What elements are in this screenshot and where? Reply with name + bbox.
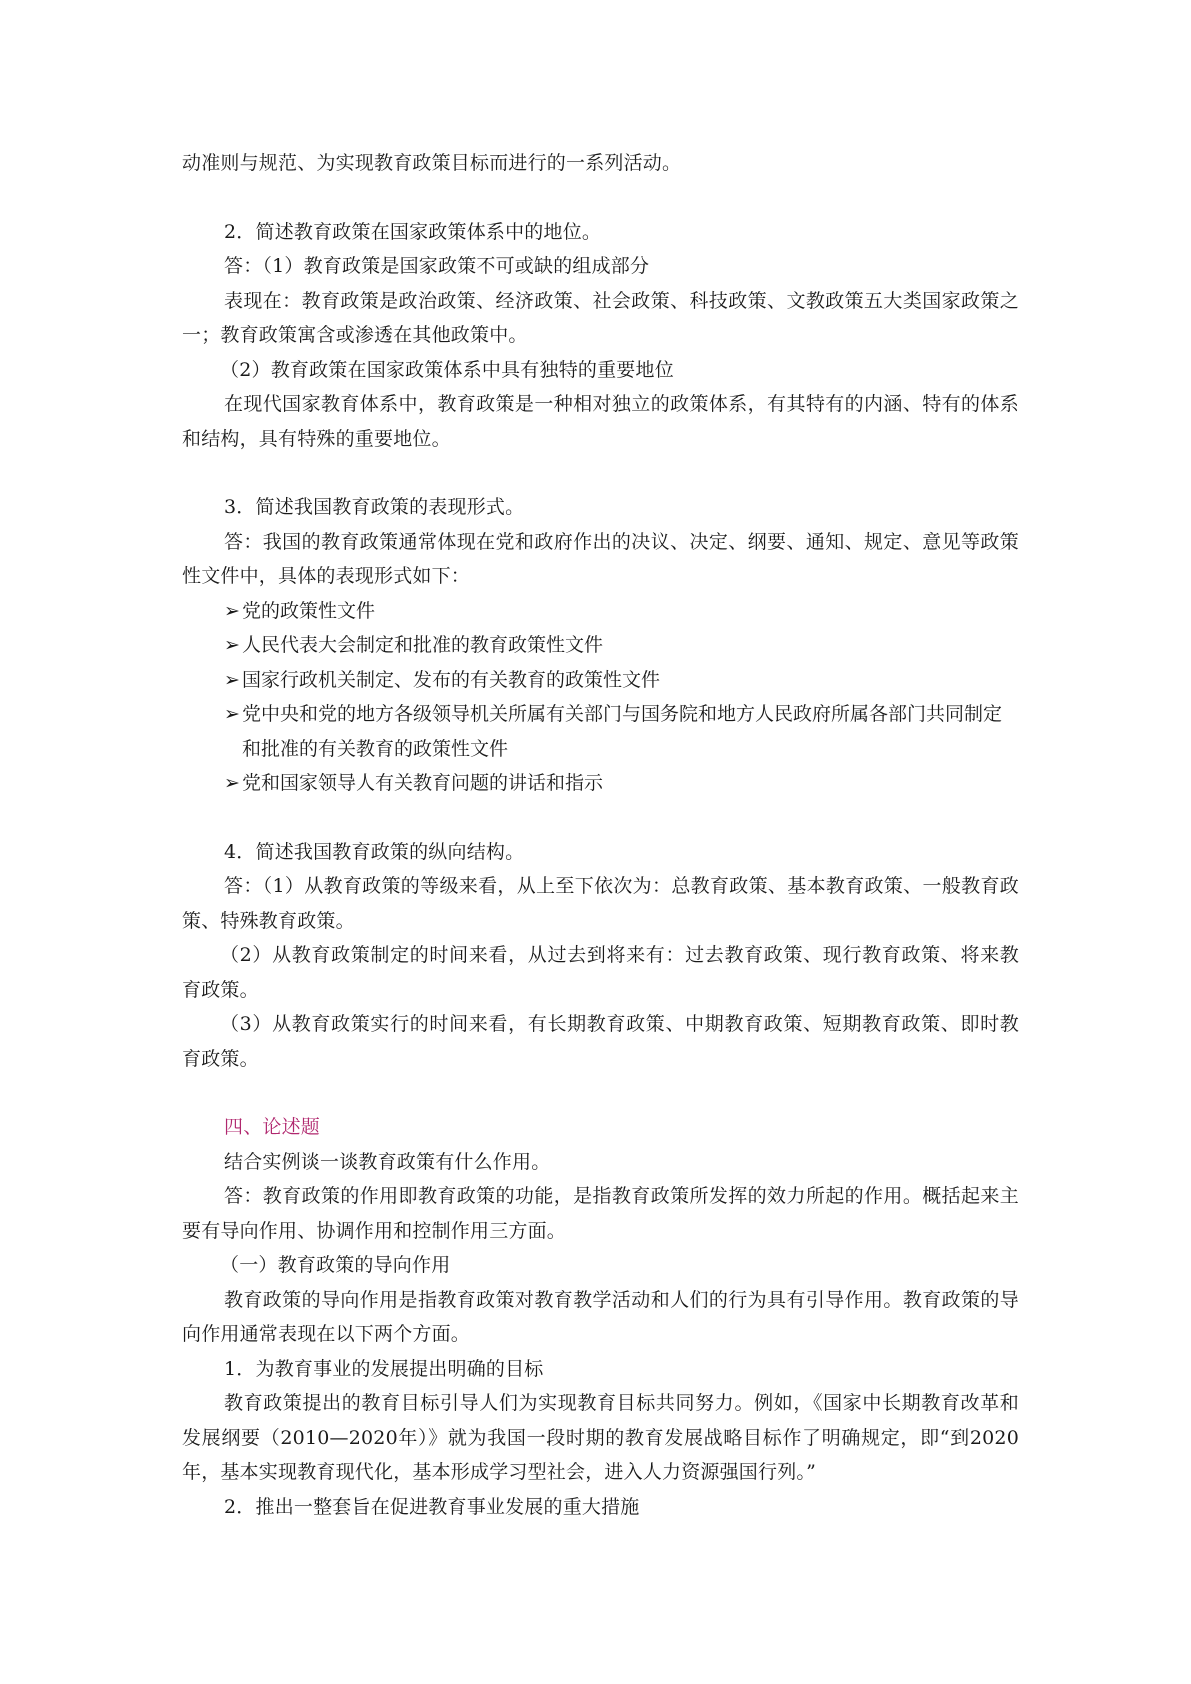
question-3-answer: 答：我国的教育政策通常体现在党和政府作出的决议、决定、纲要、通知、规定、意见等政策性文件中，具体的表现形式如下： [182, 530, 1019, 587]
point-1-text: 教育政策提出的教育目标引导人们为实现教育目标共同努力。例如，《国家中长期教育改革和发展纲要（2010—2020年）》就为我国一段时期的教育发展战略目标作了明确规定，即“到2020年，基本实现教育现代化，基本形成学习型社会，进入人力资源强国行列。” [182, 1392, 1019, 1483]
spacer [182, 801, 1019, 835]
essay-question: 结合实例谈一谈教育政策有什么作用。 [224, 1150, 551, 1173]
question-3-title: 3．简述我国教育政策的表现形式。 [224, 496, 525, 518]
point-1-heading: 1．为教育事业的发展提出明确的目标 [224, 1357, 544, 1380]
question-2-answer-1-detail: 表现在：教育政策是政治政策、经济政策、社会政策、科技政策、文教政策五大类国家政策之一；教育政策寓含或渗透在其他政策中。 [182, 289, 1019, 346]
essay-answer-intro: 答：教育政策的作用即教育政策的功能，是指教育政策所发挥的效力所起的作用。概括起来主要有导向作用、协调作用和控制作用三方面。 [182, 1185, 1019, 1242]
document-page [182, 146, 1019, 1524]
arrow-bullet-icon: ➢ [224, 668, 240, 691]
question-2-title: 2．简述教育政策在国家政策体系中的地位。 [224, 220, 602, 243]
list-item [182, 697, 1019, 766]
list-item [182, 628, 1019, 663]
spacer [182, 456, 1019, 490]
question-2-answer-2-detail: 在现代国家教育体系中，教育政策是一种相对独立的政策体系，有其特有的内涵、特有的体系和结构，具有特殊的重要地位。 [182, 393, 1019, 450]
spacer [182, 1076, 1019, 1110]
question-3-bullet-list [182, 594, 1019, 801]
subsection-text: 教育政策的导向作用是指教育政策对教育教学活动和人们的行为具有引导作用。教育政策的导向作用通常表现在以下两个方面。 [182, 1288, 1019, 1345]
question-2-answer-1: 答：（1）教育政策是国家政策不可或缺的组成部分 [224, 255, 650, 277]
arrow-bullet-icon: ➢ [224, 703, 240, 725]
continued-paragraph: 动准则与规范、为实现教育政策目标而进行的一系列活动。 [182, 152, 682, 174]
subsection-heading: （一）教育政策的导向作用 [220, 1254, 451, 1276]
question-4-title: 4．简述我国教育政策的纵向结构。 [224, 840, 525, 863]
list-item-text: 党和国家领导人有关教育问题的讲话和指示 [242, 772, 604, 794]
list-item-text: 国家行政机关制定、发布的有关教育的政策性文件 [242, 668, 661, 691]
arrow-bullet-icon: ➢ [224, 599, 240, 622]
question-4-answer-3: （3）从教育政策实行的时间来看，有长期教育政策、中期教育政策、短期教育政策、即时教育政策。 [182, 1013, 1019, 1070]
point-2-heading: 2．推出一整套旨在促进教育事业发展的重大措施 [224, 1495, 640, 1518]
list-item-text: 党中央和党的地方各级领导机关所属有关部门与国务院和地方人民政府所属各部门共同制定和批准的有关教育的政策性文件 [242, 703, 1003, 760]
arrow-bullet-icon: ➢ [224, 772, 240, 794]
list-item [182, 594, 1019, 629]
question-2-answer-2: （2）教育政策在国家政策体系中具有独特的重要地位 [220, 358, 674, 381]
list-item-text: 人民代表大会制定和批准的教育政策性文件 [242, 634, 604, 656]
arrow-bullet-icon: ➢ [224, 634, 240, 656]
section-heading: 四、论述题 [224, 1116, 321, 1138]
question-4-answer-2: （2）从教育政策制定的时间来看，从过去到将来有：过去教育政策、现行教育政策、将来教育政策。 [182, 944, 1019, 1001]
list-item-text: 党的政策性文件 [242, 599, 376, 622]
list-item [182, 663, 1019, 698]
spacer [182, 181, 1019, 215]
list-item [182, 766, 1019, 801]
question-4-answer-1: 答：（1）从教育政策的等级来看，从上至下依次为：总教育政策、基本教育政策、一般教育政策、特殊教育政策。 [182, 875, 1019, 932]
